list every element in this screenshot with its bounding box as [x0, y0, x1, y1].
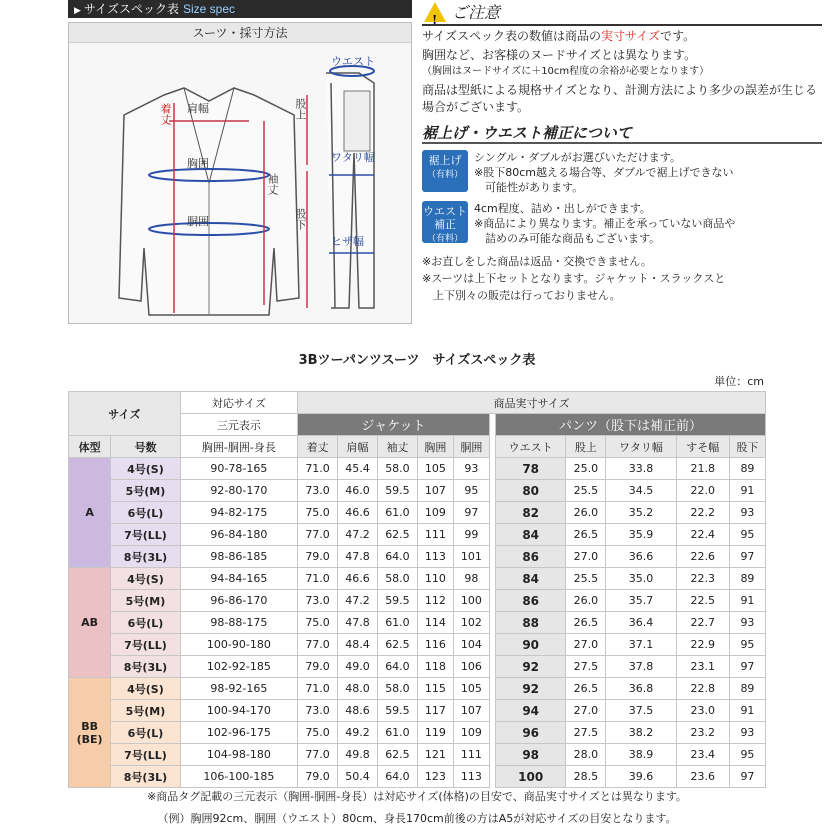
waist-badge: ウエスト 補正 （有料）: [422, 201, 468, 243]
table-cell: 95: [729, 744, 765, 766]
table-cell: 100-90-180: [180, 634, 297, 656]
table-cell: 64.0: [377, 546, 417, 568]
table-cell: 92: [495, 678, 565, 700]
table-cell: 77.0: [298, 634, 338, 656]
table-cell: 58.0: [377, 458, 417, 480]
notice-heading: [422, 0, 822, 26]
diagram-title: スーツ・採寸方法: [69, 23, 411, 43]
table-cell: 46.6: [338, 568, 378, 590]
jacket-illustration: [69, 43, 413, 323]
table-cell: 23.4: [676, 744, 729, 766]
note-1: ※お直しをした商品は返品・交換できません。: [422, 255, 652, 268]
table-cell: 61.0: [377, 722, 417, 744]
table-cell: 26.0: [566, 502, 606, 524]
table-row: [69, 480, 766, 502]
table-cell: 7号(LL): [111, 634, 181, 656]
note-3: 上下別々の販売は行っておりません。: [422, 289, 621, 302]
table-cell: 5号(M): [111, 700, 181, 722]
notice-line-2: 胸囲など、お客様のヌードサイズとは異なります。: [422, 48, 697, 62]
table-cell: 25.0: [566, 458, 606, 480]
table-cell: 96-86-170: [180, 590, 297, 612]
table-cell: 109: [417, 502, 453, 524]
table-cell: 64.0: [377, 766, 417, 788]
table-cell: 95: [729, 634, 765, 656]
footer-note-2: （例）胸囲92cm、胴囲（ウエスト）80cm、身長170cm前後の方はA5が対応サイズの目安となります。: [157, 812, 677, 825]
table-cell: 5号(M): [111, 480, 181, 502]
header-actual: 商品実寸サイズ: [298, 392, 766, 414]
table-cell: 8号(3L): [111, 656, 181, 678]
table-cell: 98-88-175: [180, 612, 297, 634]
table-cell: 35.0: [606, 568, 676, 590]
table-cell: 64.0: [377, 656, 417, 678]
table-cell: 7号(LL): [111, 744, 181, 766]
col-header: 胸囲: [417, 436, 453, 458]
label-shoulder: 肩幅: [187, 102, 209, 115]
table-cell: 7号(LL): [111, 524, 181, 546]
header-taiou: 対応サイズ: [180, 392, 297, 414]
type-cell: BB (BE): [69, 678, 111, 788]
table-cell: 75.0: [298, 722, 338, 744]
table-cell: 90: [495, 634, 565, 656]
header-pants: パンツ（股下は補正前）: [495, 414, 765, 436]
table-cell: 89: [729, 458, 765, 480]
table-cell: 59.5: [377, 480, 417, 502]
table-row: [69, 678, 766, 700]
table-row: [69, 546, 766, 568]
table-row: [69, 766, 766, 788]
hem-text-2: ※股下80cm越える場合等、ダブルで裾上げできない: [474, 166, 734, 179]
table-cell: 26.5: [566, 612, 606, 634]
table-cell: 117: [417, 700, 453, 722]
label-trouser-waist: ウエスト: [331, 55, 375, 68]
table-cell: 22.7: [676, 612, 729, 634]
table-cell: 27.0: [566, 634, 606, 656]
triangle-icon: ▶: [74, 6, 81, 16]
table-cell: 23.0: [676, 700, 729, 722]
notice-line-4: 商品は型紙による規格サイズとなり、計測方法により多少の誤差が生じる場合がございます。: [422, 83, 818, 114]
table-cell: 37.8: [606, 656, 676, 678]
table-cell: 96-84-180: [180, 524, 297, 546]
table-cell: 62.5: [377, 524, 417, 546]
table-cell: 49.8: [338, 744, 378, 766]
table-cell: 84: [495, 568, 565, 590]
table-cell: 106: [453, 656, 489, 678]
table-cell: 23.1: [676, 656, 729, 678]
table-cell: 77.0: [298, 744, 338, 766]
table-cell: 47.8: [338, 546, 378, 568]
table-cell: 93: [453, 458, 489, 480]
table-row: [69, 458, 766, 480]
header-jacket: ジャケット: [298, 414, 490, 436]
table-cell: 97: [729, 766, 765, 788]
table-cell: 50.4: [338, 766, 378, 788]
table-cell: 71.0: [298, 458, 338, 480]
table-cell: 61.0: [377, 502, 417, 524]
table-cell: 118: [417, 656, 453, 678]
table-row: [69, 524, 766, 546]
table-cell: 28.0: [566, 744, 606, 766]
table-cell: 80: [495, 480, 565, 502]
measurement-diagram: [68, 22, 412, 324]
table-cell: 116: [417, 634, 453, 656]
table-cell: 93: [729, 502, 765, 524]
table-cell: 26.0: [566, 590, 606, 612]
col-header: ワタリ幅: [606, 436, 676, 458]
col-header: 袖丈: [377, 436, 417, 458]
waist-text-2: ※商品により異なります。補正を承っていない商品や: [474, 217, 736, 230]
table-cell: 79.0: [298, 766, 338, 788]
table-cell: 91: [729, 590, 765, 612]
col-header: すそ幅: [676, 436, 729, 458]
table-cell: 22.2: [676, 502, 729, 524]
table-cell: 4号(S): [111, 568, 181, 590]
table-cell: 71.0: [298, 568, 338, 590]
table-cell: 98: [495, 744, 565, 766]
table-cell: 22.4: [676, 524, 729, 546]
table-cell: 36.8: [606, 678, 676, 700]
table-cell: 26.5: [566, 678, 606, 700]
table-cell: 113: [417, 546, 453, 568]
table-cell: 23.6: [676, 766, 729, 788]
table-cell: 21.8: [676, 458, 729, 480]
table-cell: 45.4: [338, 458, 378, 480]
col-header: 着丈: [298, 436, 338, 458]
table-cell: 104: [453, 634, 489, 656]
table-cell: 98-86-185: [180, 546, 297, 568]
col-header: 股上: [566, 436, 606, 458]
notice-panel: [422, 0, 822, 303]
header-cmp: 胸囲-胴囲-身長: [180, 436, 297, 458]
table-cell: 100: [495, 766, 565, 788]
col-header: 肩幅: [338, 436, 378, 458]
table-row: [69, 612, 766, 634]
table-row: [69, 744, 766, 766]
col-header: 股下: [729, 436, 765, 458]
label-waist: 胴囲: [187, 215, 209, 228]
table-cell: 58.0: [377, 568, 417, 590]
spec-header-bar: [68, 0, 412, 18]
hem-text-1: シングル・ダブルがお選びいただけます。: [474, 151, 681, 164]
table-cell: 101: [453, 546, 489, 568]
label-rise: 股上: [294, 98, 307, 120]
table-cell: 25.5: [566, 568, 606, 590]
table-cell: 36.6: [606, 546, 676, 568]
table-cell: 62.5: [377, 634, 417, 656]
table-cell: 6号(L): [111, 722, 181, 744]
table-cell: 27.5: [566, 656, 606, 678]
table-cell: 6号(L): [111, 612, 181, 634]
table-cell: 25.5: [566, 480, 606, 502]
table-cell: 96: [495, 722, 565, 744]
table-cell: 115: [417, 678, 453, 700]
table-cell: 104-98-180: [180, 744, 297, 766]
table-cell: 22.0: [676, 480, 729, 502]
table-cell: 97: [453, 502, 489, 524]
table-cell: 27.0: [566, 700, 606, 722]
table-cell: 22.5: [676, 590, 729, 612]
col-header: ウエスト: [495, 436, 565, 458]
table-cell: 46.0: [338, 480, 378, 502]
table-cell: 75.0: [298, 502, 338, 524]
warning-icon: !: [424, 2, 446, 22]
table-cell: 49.2: [338, 722, 378, 744]
notice-line-3: （胸囲はヌードサイズに＋10cm程度の余裕が必要となります）: [422, 66, 710, 77]
table-cell: 35.2: [606, 502, 676, 524]
table-cell: 59.5: [377, 700, 417, 722]
table-cell: 95: [729, 524, 765, 546]
table-cell: 93: [729, 612, 765, 634]
table-cell: 35.9: [606, 524, 676, 546]
hem-heading: 裾上げ・ウエスト補正について: [422, 122, 822, 144]
table-cell: 39.6: [606, 766, 676, 788]
table-cell: 75.0: [298, 612, 338, 634]
table-cell: 22.3: [676, 568, 729, 590]
table-cell: 95: [453, 480, 489, 502]
notice-line-1: サイズスペック表の数値は商品の実寸サイズです。: [422, 29, 696, 43]
table-cell: 27.0: [566, 546, 606, 568]
table-cell: 73.0: [298, 700, 338, 722]
table-cell: 35.7: [606, 590, 676, 612]
table-cell: 48.6: [338, 700, 378, 722]
table-cell: 88: [495, 612, 565, 634]
label-knee: ヒザ幅: [331, 235, 364, 248]
size-spec-table: [68, 391, 766, 788]
table-cell: 36.4: [606, 612, 676, 634]
table-row: [69, 700, 766, 722]
table-cell: 100: [453, 590, 489, 612]
table-cell: 8号(3L): [111, 546, 181, 568]
table-row: [69, 722, 766, 744]
table-cell: 94: [495, 700, 565, 722]
waist-text-1: 4cm程度、詰め・出しができます。: [474, 202, 651, 215]
table-cell: 22.8: [676, 678, 729, 700]
table-cell: 106-100-185: [180, 766, 297, 788]
table-cell: 48.4: [338, 634, 378, 656]
table-cell: 73.0: [298, 590, 338, 612]
header-size: サイズ: [69, 392, 181, 436]
table-cell: 26.5: [566, 524, 606, 546]
table-cell: 58.0: [377, 678, 417, 700]
table-cell: 34.5: [606, 480, 676, 502]
label-sleeve: 袖丈: [266, 173, 279, 195]
table-cell: 28.5: [566, 766, 606, 788]
header-num: 号数: [111, 436, 181, 458]
table-cell: 100-94-170: [180, 700, 297, 722]
table-cell: 4号(S): [111, 678, 181, 700]
table-row: [69, 634, 766, 656]
table-cell: 99: [453, 524, 489, 546]
table-cell: 22.6: [676, 546, 729, 568]
table-cell: 102-96-175: [180, 722, 297, 744]
table-cell: 33.8: [606, 458, 676, 480]
note-2: ※スーツは上下セットとなります。ジャケット・スラックスと: [422, 272, 726, 285]
hem-text-3: 可能性があります。: [474, 181, 584, 194]
waist-text-3: 詰めのみ可能な商品もございます。: [474, 232, 661, 245]
label-inseam: 股下: [294, 208, 307, 230]
table-cell: 23.2: [676, 722, 729, 744]
table-cell: 86: [495, 546, 565, 568]
table-cell: 84: [495, 524, 565, 546]
table-cell: 112: [417, 590, 453, 612]
table-cell: 121: [417, 744, 453, 766]
table-row: [69, 590, 766, 612]
col-header: 胴囲: [453, 436, 489, 458]
type-cell: AB: [69, 568, 111, 678]
table-cell: 91: [729, 480, 765, 502]
table-cell: 111: [417, 524, 453, 546]
table-cell: 27.5: [566, 722, 606, 744]
table-cell: 86: [495, 590, 565, 612]
table-cell: 102: [453, 612, 489, 634]
table-cell: 22.9: [676, 634, 729, 656]
table-cell: 79.0: [298, 546, 338, 568]
waist-option: [422, 201, 822, 246]
table-cell: 61.0: [377, 612, 417, 634]
table-cell: 97: [729, 546, 765, 568]
table-cell: 90-78-165: [180, 458, 297, 480]
table-cell: 37.5: [606, 700, 676, 722]
header-type: 体型: [69, 436, 111, 458]
table-cell: 107: [453, 700, 489, 722]
table-cell: 107: [417, 480, 453, 502]
table-cell: 78: [495, 458, 565, 480]
table-cell: 91: [729, 700, 765, 722]
table-cell: 109: [453, 722, 489, 744]
table-cell: 119: [417, 722, 453, 744]
table-cell: 48.0: [338, 678, 378, 700]
table-cell: 94-82-175: [180, 502, 297, 524]
table-cell: 59.5: [377, 590, 417, 612]
table-cell: 114: [417, 612, 453, 634]
table-cell: 105: [453, 678, 489, 700]
table-cell: 123: [417, 766, 453, 788]
table-row: [69, 568, 766, 590]
label-thigh: ワタリ幅: [331, 151, 375, 164]
table-cell: 89: [729, 678, 765, 700]
table-cell: 98-92-165: [180, 678, 297, 700]
type-cell: A: [69, 458, 111, 568]
hem-badge: 裾上げ （有料）: [422, 150, 468, 192]
table-title: 3Bツーパンツスーツ サイズスペック表: [298, 353, 536, 368]
table-cell: 46.6: [338, 502, 378, 524]
table-cell: 47.2: [338, 524, 378, 546]
table-cell: 79.0: [298, 656, 338, 678]
header-sangen: 三元表示: [180, 414, 297, 436]
table-cell: 113: [453, 766, 489, 788]
table-cell: 4号(S): [111, 458, 181, 480]
label-chest: 胸囲: [187, 157, 209, 170]
spec-title-en: Size spec: [182, 2, 235, 16]
table-cell: 71.0: [298, 678, 338, 700]
table-cell: 94-84-165: [180, 568, 297, 590]
table-cell: 105: [417, 458, 453, 480]
table-row: [69, 656, 766, 678]
table-cell: 38.2: [606, 722, 676, 744]
table-cell: 73.0: [298, 480, 338, 502]
hem-option: [422, 150, 822, 195]
table-cell: 6号(L): [111, 502, 181, 524]
table-cell: 102-92-185: [180, 656, 297, 678]
table-cell: 62.5: [377, 744, 417, 766]
footer-note-1: ※商品タグ記載の三元表示（胸囲-胴囲-身長）は対応サイズ(体格)の目安で、商品実寸サイズとは異なります。: [147, 790, 687, 803]
table-cell: 37.1: [606, 634, 676, 656]
notice-title: ご注意: [452, 3, 501, 22]
table-cell: 49.0: [338, 656, 378, 678]
table-cell: 92-80-170: [180, 480, 297, 502]
table-cell: 8号(3L): [111, 766, 181, 788]
table-cell: 92: [495, 656, 565, 678]
table-cell: 38.9: [606, 744, 676, 766]
table-cell: 98: [453, 568, 489, 590]
table-cell: 5号(M): [111, 590, 181, 612]
table-cell: 110: [417, 568, 453, 590]
table-row: [69, 502, 766, 524]
table-cell: 82: [495, 502, 565, 524]
spec-title-jp: サイズスペック表: [83, 2, 179, 16]
label-length: 着丈: [159, 103, 172, 125]
table-cell: 89: [729, 568, 765, 590]
table-cell: 47.2: [338, 590, 378, 612]
table-cell: 97: [729, 656, 765, 678]
unit-label: 単位：cm: [714, 375, 764, 388]
table-cell: 93: [729, 722, 765, 744]
table-cell: 77.0: [298, 524, 338, 546]
table-cell: 111: [453, 744, 489, 766]
table-cell: 47.8: [338, 612, 378, 634]
